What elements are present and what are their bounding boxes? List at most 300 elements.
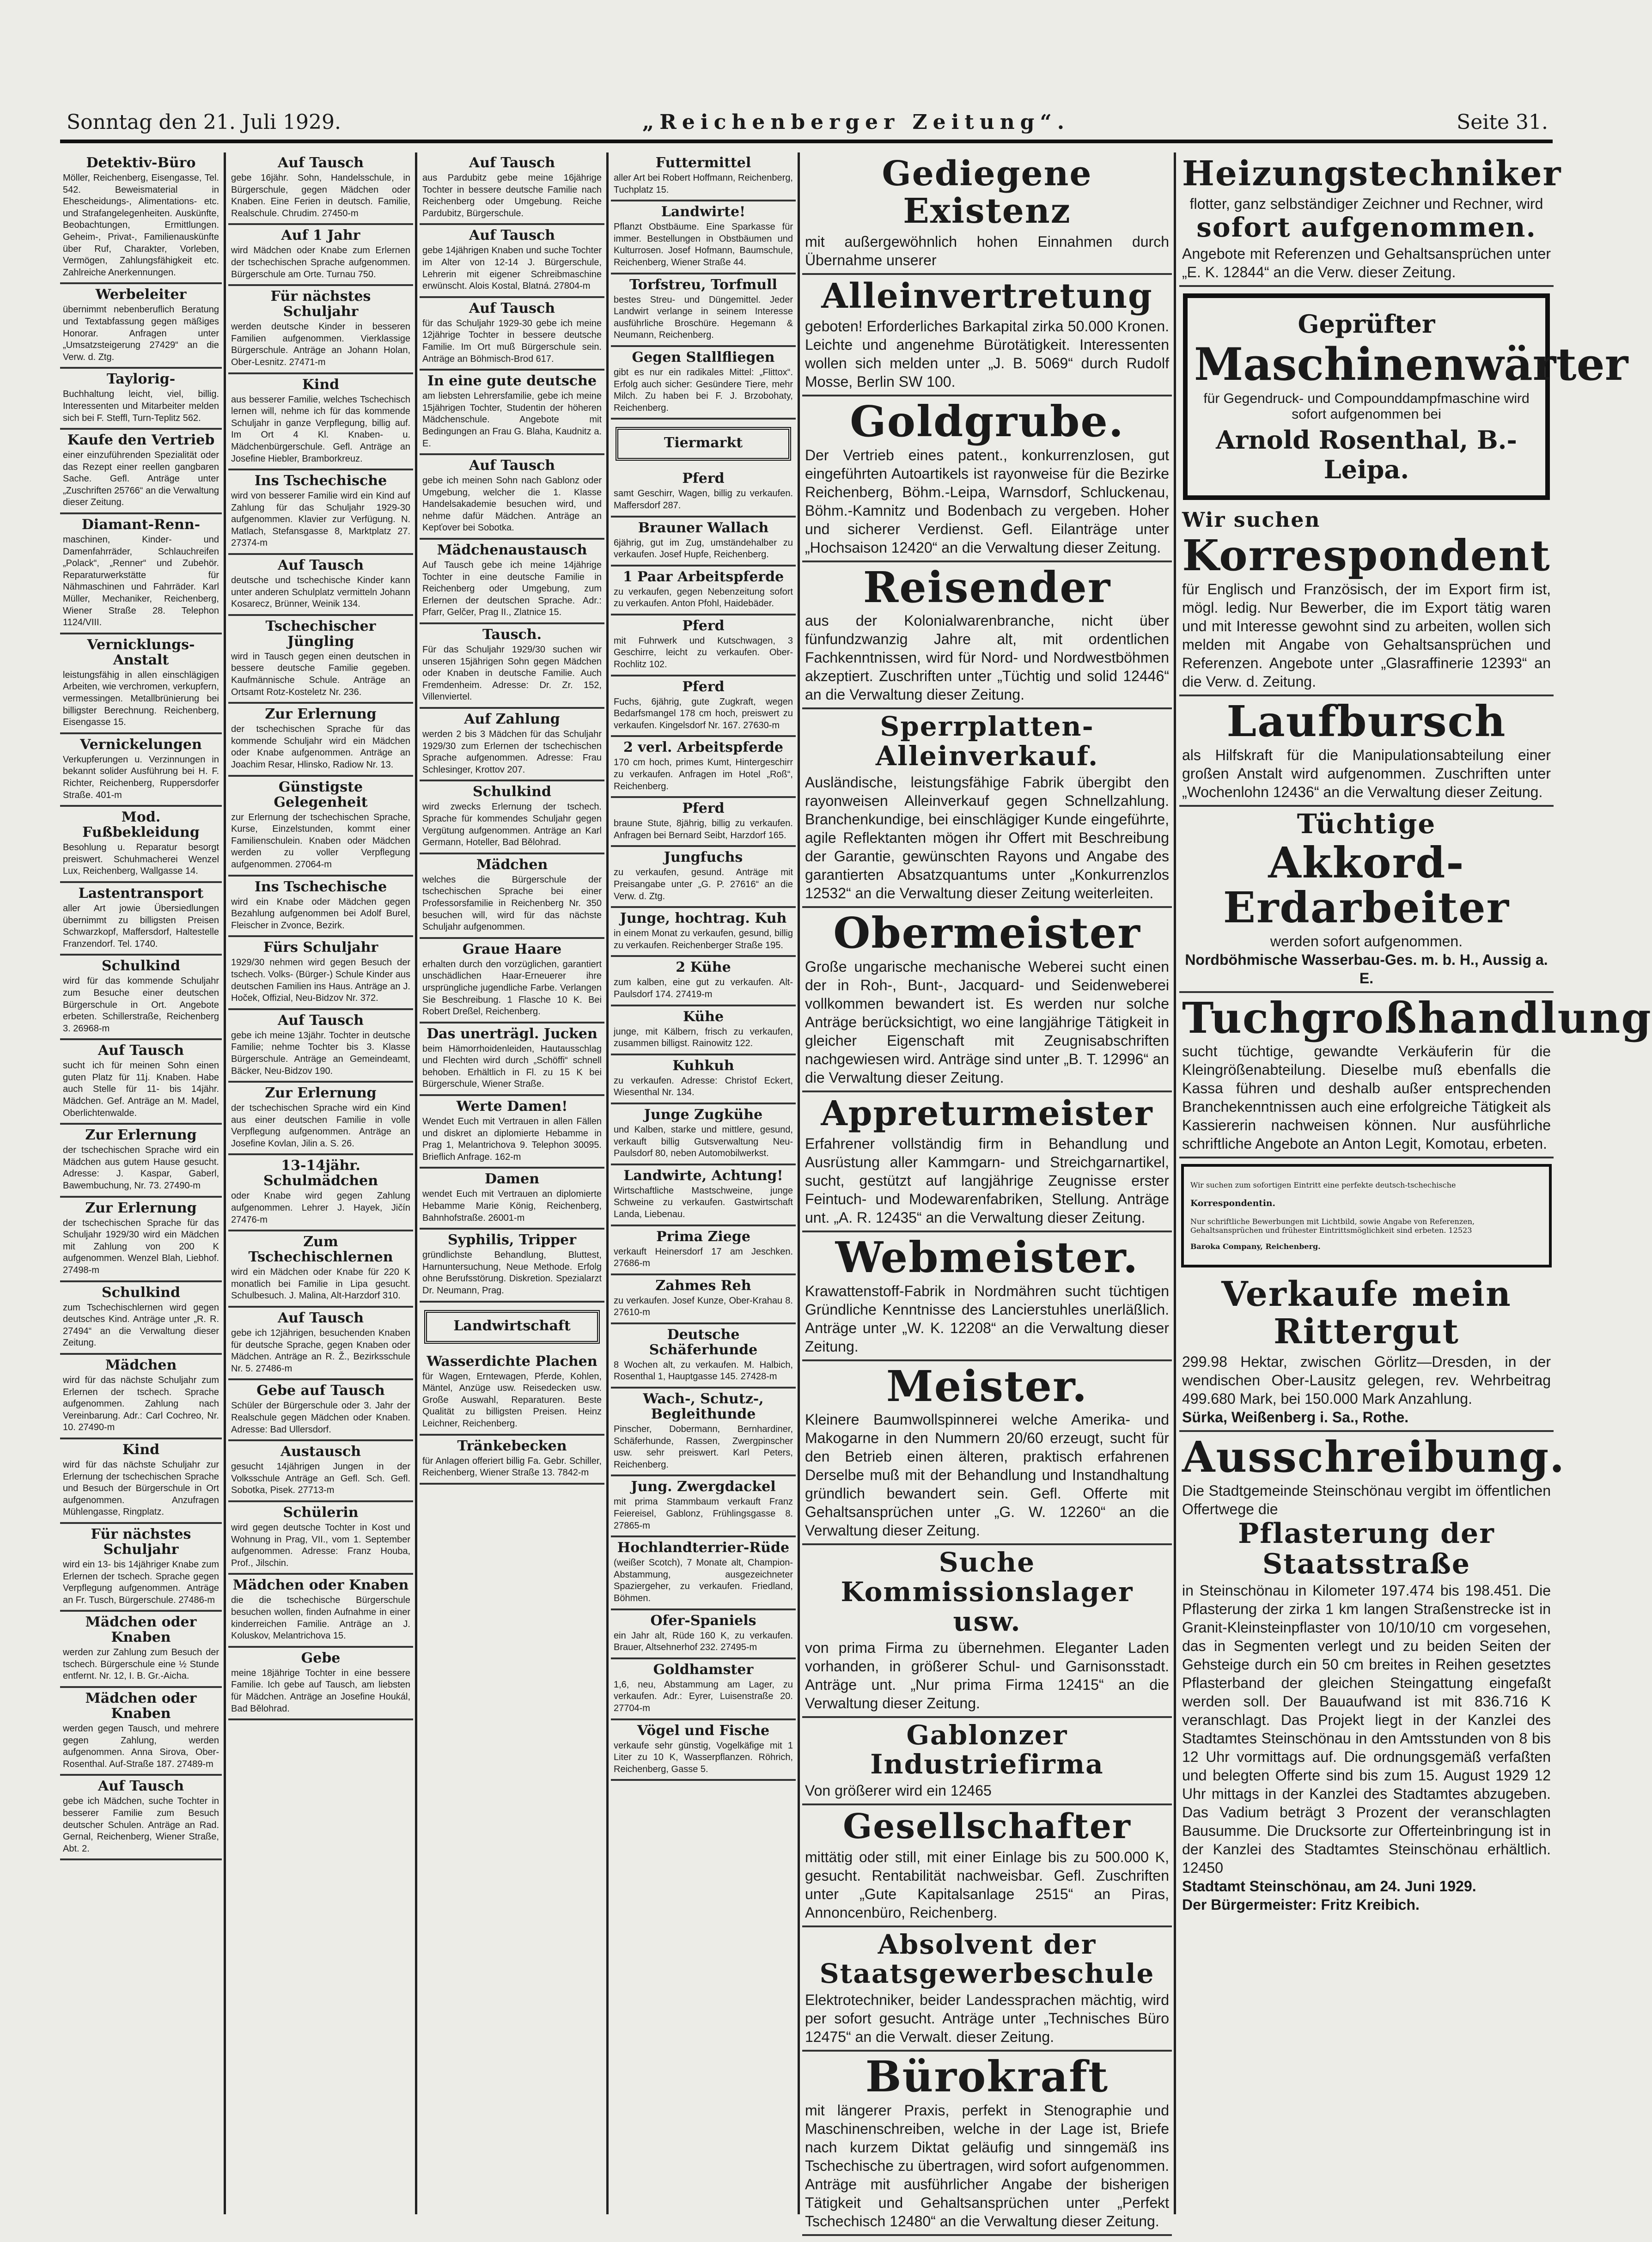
ad-title: Korrespondent xyxy=(1182,530,1551,581)
ad-text: aus Pardubitz gebe meine 16jährige Tochter in bessere deutsche Familie nach Reichenberg oder Umgebung. Reiche Pardubitz, Bürgerschule. xyxy=(422,173,602,219)
classified-ad xyxy=(802,1232,1172,1361)
ad-text: welches die Bürgerschule der tschechischen Sprache bei einer Professorsfamilie in Reichenberg Nr. 350 besuchen will, wird für das nächste Schuljahr aufgenommen. xyxy=(422,874,602,932)
classified-ad xyxy=(611,274,796,347)
classified-ad xyxy=(228,1083,413,1155)
ad-text: 1,6, neu, Abstammung am Lager, zu verkaufen. Adr.: Eyrer, Luisenstraße 20. 27704-m xyxy=(614,1679,793,1713)
ad-text: wird für das kommende Schuljahr zum Besuche einer deutschen Bürgerschule in Ort. Angebote erbeten. Schillerstraße, Reichenberg 3. 26968-m xyxy=(63,976,219,1034)
ad-title: 1 Paar Arbeitspferde xyxy=(622,568,784,585)
ad-title: Maschinenwärter xyxy=(1194,338,1628,391)
ad-text: Nur schriftliche Bewerbungen mit Lichtbild, sowie Angabe von Referenzen, Gehaltsansprüchen und frühester Eintrittsmöglichkeit sind erbeten. 12523 xyxy=(1190,1217,1475,1235)
column-rule xyxy=(798,152,800,2214)
classified-ad xyxy=(60,430,222,514)
ad-text: werden sofort aufgenommen. xyxy=(1270,932,1463,950)
ad-title: Appreturmeister xyxy=(821,1093,1153,1133)
classified-ad xyxy=(60,284,222,369)
ad-title: Auf Zahlung xyxy=(464,711,560,727)
ad-pretitle: Geprüfter xyxy=(1298,309,1435,339)
ad-text: Auf Tausch gebe ich meine 14jährige Tochter in eine deutsche Familie in Reichenberg oder Umgebung, zum Erlernen der deutschen Sprache. Adr.: Pfarr, Gelčer, Prag II., Zlatnice 15. xyxy=(422,560,602,618)
ad-title: Goldgrube. xyxy=(850,396,1124,447)
ad-text: in einem Monat zu verkaufen, gesund, billig zu verkaufen. Reichenberger Straße 195. xyxy=(614,928,793,950)
ad-title: Auf Tausch xyxy=(277,1310,364,1327)
ad-text: verkaufe sehr günstig, Vogelkäfige mit 1 Liter zu 10 K, Wasserpflanzen. Röhrich, Reichenberg, Gasse 5. xyxy=(614,1740,793,1774)
classified-ad xyxy=(802,709,1172,908)
ad-text: 6jährig, gut im Zug, umständehalber zu verkaufen. Josef Hupfe, Reichenberg. xyxy=(614,537,793,560)
ad-text: aus der Kolonialwarenbranche, nicht über fünfundzwanzig Jahre alt, mit ordentlichen Fachkenntnissen, wird für Nord- und Nordwestböhmen akzeptiert. Zuschriften unter „Tüchtig und solid 12446“ an die Verwaltung dieser Zeitung. xyxy=(805,612,1169,703)
ad-firm: Sürka, Weißenberg i. Sa., Rothe. xyxy=(1182,1409,1409,1426)
classified-ad xyxy=(228,152,413,225)
classified-ad xyxy=(802,1361,1172,1546)
ad-text: mit längerer Praxis, perfekt in Stenographie und Maschinenschreiben, welche in der Lage ist, Briefe nach kurzem Diktat geläufig und sinngemäß ins Tschechische zu übertragen, wird sofort aufgenommen. Anträge mit ausführlicher Angabe der bisherigen Tätigkeit und Gehaltsansprüchen unter „Perfekt Tschechisch 12480“ an die Verwaltung dieser Zeitung. xyxy=(805,2102,1169,2230)
ad-title: Junge, hochtrag. Kuh xyxy=(620,910,787,927)
ad-emphasis: sofort aufgenommen. xyxy=(1196,212,1536,244)
ad-title: Tausch. xyxy=(482,627,542,643)
classified-ad xyxy=(802,1545,1172,1718)
ad-title: Wasserdichte Plachen xyxy=(427,1353,597,1370)
ad-text: Elektrotechniker, beider Landessprachen mächtig, wird per sofort gesucht. Anträge unter „Technisches Büro 12475“ an die Verwalt. dieser Zeitung. xyxy=(805,1992,1169,2046)
ad-title: Zum Tschechischlernen xyxy=(248,1234,393,1266)
classified-ad xyxy=(228,1575,413,1647)
classified-ad xyxy=(228,374,413,471)
ad-text: aller Art bei Robert Hoffmann, Reichenberg, Tuchplatz 15. xyxy=(614,173,793,195)
ad-title: Pferd xyxy=(682,470,725,487)
ad-text: der tschechischen Sprache wird ein Mädchen aus gutem Hause gesucht. Adresse: J. Kaspar, Gaberl, Bawembuchung, Nr. 73. 27490-m xyxy=(63,1145,219,1191)
ad-text: wird ein Mädchen oder Knabe für 220 K monatlich bei Familie in Lipa gesucht. Schulbesuch. J. Malina, Alt-Harzdorf 310. xyxy=(231,1267,410,1301)
ad-title: Austausch xyxy=(280,1444,361,1460)
ad-text: Die Stadtgemeinde Steinschönau vergibt im öffentlichen Offertwege die xyxy=(1182,1482,1551,1517)
ad-title: Mädchen oder Knaben xyxy=(85,1614,197,1646)
ad-title: Hochlandterrier-Rüde xyxy=(617,1540,790,1556)
ad-text: leistungsfähig in allen einschlägigen Arbeiten, wie verchromen, verkupfern, vermessingen. Metallbrünierung bei billigster Berechnung. Reichenberg, Eisengasse 15. xyxy=(63,670,219,728)
ad-title: Kühe xyxy=(683,1008,724,1025)
classified-ad xyxy=(616,427,791,461)
column-5 xyxy=(802,152,1172,2230)
ad-title: Jungfuchs xyxy=(664,849,743,866)
classified-ad xyxy=(802,1718,1172,1806)
ad-text: gebe ich 12jährigen, besuchenden Knaben für deutsche Sprache, gegen Knaben oder Mädchen. Anträge an R. Ž., Bezirksschule Nr. 5. 27486-m xyxy=(231,1328,410,1374)
classified-ad xyxy=(228,225,413,286)
classified-ad xyxy=(802,562,1172,710)
classified-ad xyxy=(420,1436,604,1485)
section-heading: Landwirtschaft xyxy=(453,1317,571,1334)
ad-text: mit prima Stammbaum verkauft Franz Feiereisel, Gablonz, Frühlingsgasse 8. 27865-m xyxy=(614,1497,793,1531)
ad-text: gesucht 14jährigen Jungen in der Volksschule Anträge an Gefl. Sch. Gefl. Sobotka, Pisek. 27713-m xyxy=(231,1462,410,1496)
ad-text: sucht ich für meinen Sohn einen guten Platz für 11j. Knaben. Habe auch Stelle für 11- bis 14jähr. Mädchen. Gef. Anträge an M. Madel, Oberlichtenwalde. xyxy=(63,1060,219,1118)
ad-text: zum kalben, eine gut zu verkaufen. Alt-Paulsdorf 174. 27419-m xyxy=(614,977,793,999)
ad-text: erhalten durch den vorzüglichen, garantiert unschädlichen Haar-Erneuerer ihre ursprüngliche jugendliche Farbe. Verlangen Sie Beschreibung. 1 Flasche 10 K. Bei Robert Dreßel, Reichenberg. xyxy=(422,959,602,1017)
ad-text: einer einzuführenden Spezialität oder das Rezept einer reellen gangbaren Sache. Gefl. Anträge unter „Zuschriften 25766“ an die Verwaltung dieser Zeitung. xyxy=(63,450,219,508)
classified-ad xyxy=(802,1927,1172,2052)
ad-text: Fuchs, 6jährig, gute Zugkraft, wegen Bedarfsmangel 178 cm hoch, preiswert zu verkaufen. Kingelsdorf Nr. 167. 27630-m xyxy=(614,696,793,731)
classified-ad xyxy=(802,908,1172,1092)
ad-title: Auf Tausch xyxy=(469,155,555,171)
ad-text: gebe ich Mädchen, suche Tochter in besserer Familie zum Besuch deutscher Schulen. Anträge an Rad. Gernal, Reichenberg, Wiener Straße, Abt. 2. xyxy=(63,1796,219,1854)
ad-text: als Hilfskraft für die Manipulationsabteilung einer großen Anstalt wird aufgenommen. Zuschriften unter „Wochenlohn 12436“ an die Verwaltung dieser Zeitung. xyxy=(1182,746,1551,800)
ad-text: samt Geschirr, Wagen, billig zu verkaufen. Maffersdorf 287. xyxy=(614,488,793,511)
ad-text: aller Art jowie Übersiedlungen übernimmt zu billigsten Preisen Schwarzkopf, Maffersdorf, Haltestelle Franzendorf. Tel. 1740. xyxy=(63,903,219,949)
ad-text: wird ein 13- bis 14jähriger Knabe zum Erlernen der tschech. Sprache gegen Verpflegung aufgenommen. Anträge an Fr. Tusch, Bürgerschule. 27486-m xyxy=(63,1559,219,1605)
ad-title: Diamant-Renn- xyxy=(81,517,201,533)
ad-title: Gebe xyxy=(301,1650,341,1666)
ad-title: Auf Tausch xyxy=(469,227,555,244)
ad-title: Gediegene Existenz xyxy=(882,154,1092,232)
ad-title: Mädchen oder Knaben xyxy=(232,1577,409,1594)
ad-title: Gebe auf Tausch xyxy=(256,1383,385,1399)
ad-title: Torfstreu, Torfmull xyxy=(629,276,777,293)
ad-text: Wirtschaftliche Mastschweine, junge Schweine zu verkaufen. Gastwirtschaft Landa, Liebenau. xyxy=(614,1185,793,1219)
ad-title: Brauner Wallach xyxy=(638,519,769,536)
column-3 xyxy=(420,152,604,2214)
classified-ad xyxy=(611,1226,796,1275)
ad-rittergut xyxy=(1179,1273,1554,1432)
ad-title: Pferd xyxy=(682,617,725,634)
ad-text: wird ein Knabe oder Mädchen gegen Bezahlung aufgenommen bei Adolf Burel, Fleischer in Zvonce, Bezirk. xyxy=(231,896,410,931)
ad-text: braune Stute, 8jährig, billig zu verkaufen. Anfragen bei Bernard Seibt, Harzdorf 165. xyxy=(614,818,793,841)
ad-title: Mod. Fußbekleidung xyxy=(82,809,200,841)
ad-text: wird für das nächste Schuljahr zum Erlernen der tschech. Sprache aufgenommen. Zahlung nach Vereinbarung. Adr.: Carl Cochreo, Nr. 10. 27490-m xyxy=(63,1375,219,1433)
classified-ad xyxy=(802,152,1172,275)
ad-title: Syphilis, Tripper xyxy=(447,1232,577,1249)
ad-text: gibt es nur ein radikales Mittel: „Flittox“. Erfolg auch sicher: Gesündere Tiere, mehr Milch. Zu haben bei F. J. Brzobohaty, Reichenberg. xyxy=(614,367,793,413)
classified-ad xyxy=(228,937,413,1010)
ad-title: Gegen Stallfliegen xyxy=(632,349,775,366)
ad-title: Günstigste Gelegenheit xyxy=(274,779,368,810)
ad-title: Taylorig- xyxy=(106,371,176,388)
classified-ad xyxy=(420,298,604,371)
classified-ad xyxy=(60,1355,222,1439)
ad-maschinenwaerter xyxy=(1183,293,1628,500)
classified-ad xyxy=(60,1688,222,1776)
ad-text: die die tschechische Bürgerschule besuchen wollen, finden Aufnahme in einer kinderreichen Familie. Anträge an J. Koluskov, Melantrichova 15. xyxy=(231,1595,410,1641)
ad-title: Jung. Zwergdackel xyxy=(631,1479,776,1495)
classified-ad xyxy=(60,369,222,430)
classified-ad xyxy=(60,734,222,807)
ad-title: Wach-, Schutz-, Begleithunde xyxy=(643,1391,764,1423)
ad-title: Auf Tausch xyxy=(277,557,364,574)
ad-title: Meister. xyxy=(886,1361,1088,1411)
ad-firm: Nordböhmische Wasserbau-Ges. m. b. H., Aussig a. E. xyxy=(1185,951,1548,987)
section-heading: Tiermarkt xyxy=(664,435,743,451)
ad-title: Kind xyxy=(302,376,340,393)
ad-text: ein Jahr alt, Rüde 160 K, zu verkaufen. Brauer, Altsehnerhof 232. 27495-m xyxy=(614,1630,793,1653)
ad-text: für Gegendruck- und Compounddampfmaschine wird sofort aufgenommen bei xyxy=(1203,390,1530,422)
column-1 xyxy=(60,152,222,2214)
ad-title: Kuhkuh xyxy=(672,1057,734,1074)
classified-ad xyxy=(228,1648,413,1720)
ad-title: Futtermittel xyxy=(655,155,751,171)
classified-ad xyxy=(60,1439,222,1524)
column-rule xyxy=(415,152,417,2214)
classified-ad xyxy=(60,1612,222,1688)
ad-title: Werbeleiter xyxy=(95,286,187,303)
ad-text: werden 2 bis 3 Mädchen für das Schuljahr 1929/30 zum Erlernen der tschechischen Sprache aufgenommen. Adresse: Frau Schlesinger, Krottov 207. xyxy=(422,729,602,775)
ad-text: Erfahrener vollständig firm in Behandlung und Ausrüstung aller Kammgarn- und Streichgarnartikel, sucht, gestützt auf langjährige Zeugnisse erster Feintuch- und Modewarenfabriken, Stellung. Anträge unt. „A. R. 12435“ an die Verwaltung dieser Zeitung. xyxy=(805,1135,1169,1226)
ad-text: der tschechischen Sprache wird ein Kind aus einer deutschen Familie in volle Verpflegung aufgenommen. Anträge an Josefine Kovlan, Jilin a. S. 26. xyxy=(231,1103,410,1149)
header-page-number: Seite 31. xyxy=(1457,110,1548,134)
ad-title: Auf Tausch xyxy=(469,457,555,474)
ad-text: beim Hämorrhoidenleiden, Hautausschlag und Flechten wird durch „Schöffi“ schnell behoben. Erhältlich in Fl. zu 15 K bei Bürgerschule, Wiener Straße. xyxy=(422,1043,602,1090)
classified-ad xyxy=(420,854,604,939)
header-date: Sonntag den 21. Juli 1929. xyxy=(67,110,341,134)
ad-title: 2 Kühe xyxy=(676,959,731,976)
ad-text: Wendet Euch mit Vertrauen in allen Fällen und diskret an diplomierte Hebamme in Prag 1, Melantrichova 9. Telephon 30095. Brieflich Anfrage. 162-m xyxy=(422,1116,602,1162)
classified-ad xyxy=(420,939,604,1024)
classified-ad xyxy=(611,468,796,517)
ad-firm: Arnold Rosenthal, B.-Leipa. xyxy=(1216,425,1517,484)
ad-title: Alleinvertretung xyxy=(821,276,1153,316)
ad-text: der tschechischen Sprache für das Schuljahr 1929/30 wird ein Mädchen mit Zahlung von 200 K aufgenommen. Wenzel Blah, Liebhof. 27498-m xyxy=(63,1218,219,1275)
ad-text: wird für das nächste Schuljahr zur Erlernung der tschechischen Sprache und Besuch der Bürgerschule in Ort aufgenommen. Anzufragen Mühlengasse, Ringplatz. xyxy=(63,1459,219,1517)
ad-text: Kleinere Baumwollspinnerei welche Amerika- und Makogarne in den Nummern 20/60 erzeugt, sucht für den Betrieb einen älteren, praktisch erfahrenen Derselbe muß mit der Behandlung und Instandhaltung gründlich bewandert sein. Gefl. Offerte mit Gehaltsansprüchen unter „G. W. 12260“ an die Verwaltung dieser Zeitung. xyxy=(805,1411,1169,1539)
classified-ad xyxy=(420,1351,604,1436)
classified-ad xyxy=(611,518,796,567)
ad-text: wird gegen deutsche Tochter in Kost und Wohnung in Prag, VII., vom 1. September aufgenommen. Adresse: Franz Houba, Prof., Jilschin. xyxy=(231,1522,410,1568)
classified-ad xyxy=(60,1198,222,1282)
ad-text: (weißer Scotch), 7 Monate alt, Champion-Abstammung, ausgezeichneter Spaziergeher, zu verkaufen. Friedland, Böhmen. xyxy=(614,1558,793,1603)
ad-text: werden gegen Tausch, und mehrere gegen Zahlung, werden aufgenommen. Anna Sirova, Ober-Rosenthal. Auf-Straße 187. 27489-m xyxy=(63,1724,219,1769)
ad-text: zum Tschechischlernen wird gegen deutsches Kind. Anträge unter „R. R. 27494“ an die Verwaltung dieser Zeitung. xyxy=(63,1302,219,1348)
classified-ad xyxy=(228,555,413,616)
ad-title: Auf Tausch xyxy=(469,300,555,317)
ad-text: 170 cm hoch, primes Kumt, Hintergeschirr zu verkaufen. Anfragen im Hotel „Roß“, Reichenberg. xyxy=(614,757,793,792)
classified-ad xyxy=(420,455,604,540)
classified-ad xyxy=(228,1155,413,1231)
classified-ad xyxy=(60,1776,222,1860)
ad-text: maschinen, Kinder- und Damenfahrräder, Schlauchreifen „Polack“, „Renner“ und Zubehör. Reparaturwerkstätte für Nähmaschinen und Fahrräder. Karl Müller, Mechaniker, Reichenberg, Wiener Straße 28. Telephon 1124/VIII. xyxy=(63,535,219,628)
ad-title: Für nächstes Schuljahr xyxy=(91,1526,191,1558)
column-rule xyxy=(224,152,226,2214)
ad-title: Das unerträgl. Jucken xyxy=(427,1025,597,1042)
ad-text: gebe 16jähr. Sohn, Handelsschule, in Bürgerschule, gegen Mädchen oder Knaben. Eine Ferien in deutsch. Familie, Realschule. Chrudim. 27450-m xyxy=(231,173,410,219)
ad-title: Heizungstechniker xyxy=(1182,154,1562,194)
ad-title: Mädchenaustausch xyxy=(437,542,587,559)
classified-ad xyxy=(60,883,222,956)
classified-ad xyxy=(228,1380,413,1441)
ad-text: für Englisch und Französisch, der im Export firm ist, mögl. ledig. Nur Bewerber, die im Export tätig waren und mit Interesse gewohnt sind zu arbeiten, wollen sich melden mit Angabe von Gehaltsansprüchen und Referenzen. Angebote unter „Glasraffinerie 12393“ an die Verw. d. Zeitung. xyxy=(1182,580,1551,690)
ad-text: gebe 14jährigen Knaben und suche Tochter im Alter von 12-14 J. Bürgerschule, Lehrerin mit eigener Schreibmaschine erwünscht. Alois Kostal, Blatná. 27804-m xyxy=(422,245,602,292)
ad-text: Besohlung u. Reparatur besorgt preiswert. Schuhmacherei Wenzel Lux, Reichenberg, Wallgasse 14. xyxy=(63,842,219,877)
ad-text: übernimmt nebenberuflich Beratung und Textabfassung gegen mäßiges Honorar. Anfragen unter „Umsatzsteigerung 27429“ an die Verw. d. Ztg. xyxy=(63,305,219,362)
ad-text: zu verkaufen. Josef Kunze, Ober-Krahau 8. 27610-m xyxy=(614,1295,793,1318)
ad-text: Buchhaltung leicht, viel, billig. Interessenten und Mitarbeiter melden sich bei F. Steffl, Turn-Teplitz 562. xyxy=(63,389,219,423)
classified-ad xyxy=(611,847,796,908)
ad-text: Angebote mit Referenzen und Gehaltsansprüchen unter „E. K. 12844“ an die Verw. dieser Zeitung. xyxy=(1182,245,1551,281)
classified-ad xyxy=(420,225,604,298)
ad-signature: Stadtamt Steinschönau, am 24. Juni 1929. xyxy=(1182,1877,1476,1895)
ad-text: Pflanzt Obstbäume. Eine Sparkasse für immer. Bestellungen in Obstbäumen und Kulturrosen. Josef Hofmann, Baumschule, Reichenberg, Wiener Straße 44. xyxy=(614,222,793,268)
ad-title: Vernicklungs-Anstalt xyxy=(87,636,195,668)
ad-title: Pferd xyxy=(682,800,725,817)
ad-text: Verkupferungen u. Verzinnungen in bekannt solider Ausführung bei H. F. Richter, Reichenberg, Ruppersdorfer Straße. 401-m xyxy=(63,754,219,800)
classified-ad xyxy=(611,1610,796,1659)
ad-text: in Steinschönau in Kilometer 197.474 bis 198.451. Die Pflasterung der zirka 1 km langen Straßenstrecke ist in Granit-Kleinsteinpflaster von 10/10/10 cm vorgesehen, das in Segmenten verlegt und zu beiden Seiten der Gehsteige durch ein 50 cm breites in Reihen gesetztes Pflasterband der gleichen Steingattung eingefaßt werden soll. Der Bauaufwand ist mit 836.716 K veranschlagt. Das Projekt liegt in der Kanzlei des Stadtamtes Steinschönau in den Amtsstunden von 8 bis 12 Uhr vormittags auf. Die ordnungsgemäß verfaßten und belegten Offerte sind bis zum 15. August 1929 12 Uhr mittags in der Kanzlei des Stadtamtes abzugeben. Das Vadium beträgt 3 Prozent der veranschlagten Bausumme. Die Drucksorte zur Offerteinbringung ist in der Kanzlei des Stadtamtes Steinschönau erhältlich. 12450 xyxy=(1182,1582,1551,1876)
ad-title: Goldhamster xyxy=(653,1661,754,1678)
classified-ad xyxy=(611,347,796,420)
classified-ad xyxy=(228,777,413,877)
ad-title: Schülerin xyxy=(283,1504,359,1521)
ad-text: zu verkaufen, gegen Nebenzeitung sofort zu verkaufen. Anton Pfohl, Haidebäder. xyxy=(614,586,793,609)
ad-title: Landwirte, Achtung! xyxy=(623,1167,783,1184)
classified-ad xyxy=(60,1524,222,1612)
ad-ausschreibung xyxy=(1179,1432,1566,1918)
classified-ad xyxy=(611,201,796,274)
classified-ad xyxy=(802,396,1172,562)
classified-ad xyxy=(611,152,796,201)
ad-text: zu verkaufen. Adresse: Christof Eckert, Wiesenthal Nr. 134. xyxy=(614,1075,793,1098)
classified-ad xyxy=(420,371,604,455)
column-4 xyxy=(611,152,796,2214)
ad-title: Ins Tschechische xyxy=(254,473,387,489)
ad-title: 2 verl. Arbeitspferde xyxy=(623,739,784,756)
ad-korrespondent xyxy=(1179,506,1554,696)
ad-text: am liebsten Lehrersfamilie, gebe ich meine 15jährigen Tochter, Studentin der höheren Mädchenschule. Angebote mit Bedingungen an Frau G. Blaha, Kaudnitz a. E. xyxy=(422,391,602,449)
ad-mayor: Der Bürgermeister: Fritz Kreibich. xyxy=(1182,1896,1420,1913)
ad-title: Tschechischer Jüngling xyxy=(265,618,376,650)
ad-text: Für das Schuljahr 1929/30 suchen wir unseren 15jährigen Sohn gegen Mädchen oder Knaben in deutsche Familie. Auch Fremdenheim. Adresse: Dr. Zr. 152, Villenviertel. xyxy=(422,645,602,702)
classified-ad xyxy=(611,1006,796,1055)
classified-ad xyxy=(60,1125,222,1197)
ad-title: Schulkind xyxy=(102,1284,180,1301)
ad-title: Auf 1 Jahr xyxy=(281,227,360,244)
classified-ad xyxy=(611,1275,796,1324)
header-paper-title: „Reichenberger Zeitung“. xyxy=(642,110,1070,134)
ad-title: Prima Ziege xyxy=(656,1228,750,1245)
column-rule xyxy=(1174,152,1176,2214)
classified-ad xyxy=(611,1324,796,1389)
ad-text: wird zwecks Erlernung der tschech. Sprache für kommendes Schuljahr gegen Vergütung aufgenommen. Anträge an Karl Germann, Hoteller, Bad Bělohrad. xyxy=(422,802,602,848)
ad-title: Webmeister. xyxy=(835,1232,1139,1282)
ad-text: junge, mit Kälbern, frisch zu verkaufen, zusammen billigst. Rainowitz 122. xyxy=(614,1026,793,1049)
classified-ad xyxy=(420,1169,604,1230)
ad-title: Tuchgroßhandlung xyxy=(1182,993,1652,1043)
ad-erdarbeiter xyxy=(1179,807,1554,993)
ad-pretitle: Wir suchen xyxy=(1182,508,1321,532)
classified-ad xyxy=(420,1096,604,1169)
ad-title: Gesellschafter xyxy=(843,1807,1131,1847)
ad-title: Deutsche Schäferhunde xyxy=(649,1326,758,1358)
ad-title: Mädchen xyxy=(105,1357,177,1373)
classified-ad xyxy=(611,957,796,1006)
ad-text: Schüler der Bürgerschule oder 3. Jahr der Realschule gegen Mädchen oder Knaben. Adresse: Bad Ullersdorf. xyxy=(231,1401,410,1435)
ad-text: mit Fuhrwerk und Kutschwagen, 3 Geschirre, leicht zu verkaufen. Ober-Rochlitz 102. xyxy=(614,635,793,670)
ad-title: Vernickelungen xyxy=(80,736,202,753)
ad-title: Verkaufe mein Rittergut xyxy=(1221,1274,1512,1352)
ad-text: 1929/30 nehmen wird gegen Besuch der tschech. Volks- (Bürger-) Schule Kinder aus deutschen Familien ins Haus. Anträge an J. Hoček, Offizial, Neu-Bidzov Nr. 372. xyxy=(231,957,410,1004)
ad-text: wird von besserer Familie wird ein Kind auf Zahlung für das Schuljahr 1929-30 aufgenommen. Klavier zur Verfügung. N. Matlach, Stefansgasse 8, Marktplatz 27. 27374-m xyxy=(231,491,410,548)
classified-ad xyxy=(802,1092,1172,1232)
ad-text: meine 18jährige Tochter in eine bessere Familie. Ich gebe auf Tausch, am liebsten für Mädchen. Anträge an Josefine Houkál, Bad Bělohrad. xyxy=(231,1668,410,1714)
classified-ad xyxy=(228,704,413,776)
ad-pretitle: Wir suchen zum sofortigen Eintritt eine perfekte deutsch-tschechische xyxy=(1190,1181,1456,1190)
ad-title: Bürokraft xyxy=(865,2052,1109,2102)
ad-text: 299.98 Hektar, zwischen Görlitz—Dresden, in der wendischen Ober-Lausitz gelegen, rev. Wehrbeitrag 499.680 Mark, bei 150.000 Mark Anzahlung. xyxy=(1182,1353,1551,1407)
ad-title: 13-14jähr. Schulmädchen xyxy=(263,1158,378,1189)
column-2 xyxy=(228,152,413,2214)
ad-title: Ins Tschechische xyxy=(254,878,387,895)
ad-title: Zur Erlernung xyxy=(265,706,377,723)
ad-text: der tschechischen Sprache für das kommende Schuljahr wird ein Mädchen oder Knabe aufgenommen. Anträge an Joachim Resar, Hlinsko, Radiow Nr. 13. xyxy=(231,724,410,770)
ad-text: zu verkaufen, gesund. Anträge mit Preisangabe unter „G. P. 27616“ an die Verw. d. Ztg. xyxy=(614,867,793,902)
ad-title: Zur Erlernung xyxy=(265,1085,377,1102)
classified-ad xyxy=(424,1310,600,1344)
ad-pretitle: Tüchtige xyxy=(1297,808,1436,840)
classified-ad xyxy=(228,1308,413,1380)
classified-ad xyxy=(60,1040,222,1125)
classified-ad xyxy=(802,2052,1172,2236)
ad-text: gebe ich meine 13jähr. Tochter in deutsche Familie; nehme Tochter bis 3. Klasse Bürgerschule. Anträge an Gemeindeamt, Bäcker, Neu-Bidzov 190. xyxy=(231,1030,410,1076)
ad-text: Große ungarische mechanische Weberei sucht einen der in Roh-, Bunt-, Jacquard- und Seidenweberei vollkommen bewandert ist. Es werden nur solche Anträge berücksichtigt, wo eine langjährige Tätigkeit in gleicher Eigenschaft mit Zeugnisabschriften nachgewiesen wird. Anträge sind unter „B. T. 12996“ an die Verwaltung dieser Zeitung. xyxy=(805,958,1169,1086)
ad-title: Damen xyxy=(484,1171,540,1188)
classified-ad xyxy=(611,1537,796,1610)
classified-ad xyxy=(611,737,796,798)
classified-ad xyxy=(611,1720,796,1781)
ad-text: sucht tüchtige, gewandte Verkäuferin für die Kleingrößenabteilung. Dieselbe muß ebenfalls die Kassa führen und deshalb außer entsprechenden Branchekenntnissen auch eine erfolgreiche Tätigkeit als Kassiererin nachweisen können. Nur ausführliche schriftliche Angebote an Anton Legit, Komotau, erbeten. xyxy=(1182,1043,1551,1152)
ad-text: für Anlagen offeriert billig Fa. Gebr. Schiller, Reichenberg, Wiener Straße 13. 7842-m xyxy=(422,1456,602,1478)
ad-title: Zur Erlernung xyxy=(85,1200,197,1216)
ad-title: Pferd xyxy=(682,678,725,695)
classified-ad xyxy=(420,540,604,624)
ad-title: Auf Tausch xyxy=(98,1042,184,1059)
ad-title: Graue Haare xyxy=(462,941,562,957)
classified-ad xyxy=(228,1502,413,1575)
classified-ad xyxy=(802,275,1172,396)
ad-text: Möller, Reichenberg, Eisengasse, Tel. 542. Beweismaterial in Ehescheidungs-, Alimentations- etc. und Strafangelegenheiten. Auskünfte, Beobachtungen, Ermittlungen. Geheim-, Privat-, Familienauskünfte über Ruf, Charakter, Vorleben, Vermögen, Zahlungsfähigkeit etc. Zahlreiche Anerkennungen. xyxy=(63,173,219,278)
ad-title: Auf Tausch xyxy=(277,1012,364,1029)
ad-title: Zur Erlernung xyxy=(85,1127,197,1144)
ad-text: bestes Streu- und Düngemittel. Jeder Landwirt verlange in seinem Interesse ausführliche Broschüre. Hegemann & Neumann, Reichenberg. xyxy=(614,294,793,341)
classified-ad xyxy=(228,470,413,555)
page-header xyxy=(60,103,1553,143)
ad-text: verkauft Heinersdorf 17 am Jeschken. 27686-m xyxy=(614,1246,793,1269)
ad-title: Für nächstes Schuljahr xyxy=(270,288,371,320)
ad-text: 8 Wochen alt, zu verkaufen. M. Halbich, Rosenthal 1, Hauptgasse 145. 27428-m xyxy=(614,1359,793,1382)
ad-text: werden zur Zahlung zum Besuch der tschech. Bürgerschule eine ½ Stunde entfernt. Nr. 12, I. B. Gr.-Aicha. xyxy=(63,1647,219,1682)
ad-text: Ausländische, leistungsfähige Fabrik übergibt den rayonweisen Alleinverkauf gegen Schnellzahlung. Branchenkundige, bei einschlägiger Kunde eingeführte, agile Reflektanten mögen ihr Offert mit Beschreibung der Garantie, gewünschten Rayons und Angabe des garantierten Absatzquantums unter „Konkurrenzlos 12532“ an die Verwaltung dieser Zeitung weiterleiten. xyxy=(805,774,1169,902)
ad-text: geboten! Erforderliches Barkapital zirka 50.000 Kronen. Leichte und angenehme Bürotätigkeit. Interessenten wollen sich melden unter „J. B. 5069“ durch Rudolf Mosse, Berlin SW 100. xyxy=(805,318,1169,390)
ad-text: aus besserer Familie, welches Tschechisch lernen will, nehme ich für das kommende Schuljahr in ganze Verpflegung, billig auf. Im Ort 4 Kl. Knaben- u. Mädchenbürgerschule. Gefl. Anträge an Josefine Hiebler, Bramborkreuz. xyxy=(231,394,410,464)
ad-text: mit außergewöhnlich hohen Einnahmen durch Übernahme unserer xyxy=(805,233,1169,268)
ad-heizungstechniker xyxy=(1179,152,1562,287)
ad-text: von prima Firma zu übernehmen. Eleganter Laden vorhanden, in größerer Schul- und Garnisonsstadt. Anträge unt. „Nur prima Firma 12415“ an die Verwaltung dieser Zeitung. xyxy=(805,1639,1169,1712)
ad-title: Absolvent der Staatsgewerbeschule xyxy=(819,1928,1155,1990)
ad-title: Vögel und Fische xyxy=(637,1722,770,1739)
ad-title: Korrespondentin. xyxy=(1190,1198,1276,1208)
classified-ad xyxy=(228,1010,413,1083)
ad-title: Ofer-Spaniels xyxy=(650,1612,756,1629)
ad-text: Der Vertrieb eines patent., konkurrenzlosen, gut eingeführten Autoartikels ist rayonweise für die Bezirke Reichenberg, Böhm.-Leipa, Warnsdorf, Schluckenau, Böhm.-Kamnitz und Bodenbach zu vergeben. Hoher und sicherer Verdienst. Gefl. Eilanträge unter „Hochsaison 12420“ an die Verwaltung dieser Zeitung. xyxy=(805,446,1169,556)
classified-ad xyxy=(420,624,604,709)
ad-title: Akkord-Erdarbeiter xyxy=(1223,838,1510,932)
classified-ad xyxy=(420,1230,604,1302)
classified-ad xyxy=(611,1055,796,1104)
ad-title: Detektiv-Büro xyxy=(86,155,196,171)
column-rule xyxy=(606,152,609,2214)
ad-tuchgrosshandlung xyxy=(1179,993,1652,1159)
ad-title: Mädchen xyxy=(476,856,548,873)
classified-ad xyxy=(611,676,796,737)
ad-title: Mädchen oder Knaben xyxy=(85,1690,197,1722)
classified-ad xyxy=(60,807,222,883)
ad-title: In eine gute deutsche xyxy=(427,373,597,390)
classified-ad xyxy=(60,956,222,1040)
ad-title: Zahmes Reh xyxy=(655,1277,751,1294)
ad-title: Kind xyxy=(122,1441,160,1458)
ad-text: wird in Tausch gegen einen deutschen in bessere deutsche Familie gegeben. Kaufmännische Schule. Anträge an Ortsamt Rotz-Kosteletz Nr. 236. xyxy=(231,651,410,697)
classified-ad xyxy=(611,567,796,615)
ad-text: wird Mädchen oder Knabe zum Erlernen der tschechischen Sprache aufgenommen. Bürgerschule am Orte. Turnau 750. xyxy=(231,245,410,280)
classified-ad xyxy=(60,634,222,734)
classified-ad xyxy=(228,1231,413,1308)
ad-text: Krawattenstoff-Fabrik in Nordmähren sucht tüchtigen Gründliche Kenntnisse des Lancierstuhles unerläßlich. Anträge unter „W. K. 12208“ an die Verwaltung dieser Zeitung. xyxy=(805,1282,1169,1355)
